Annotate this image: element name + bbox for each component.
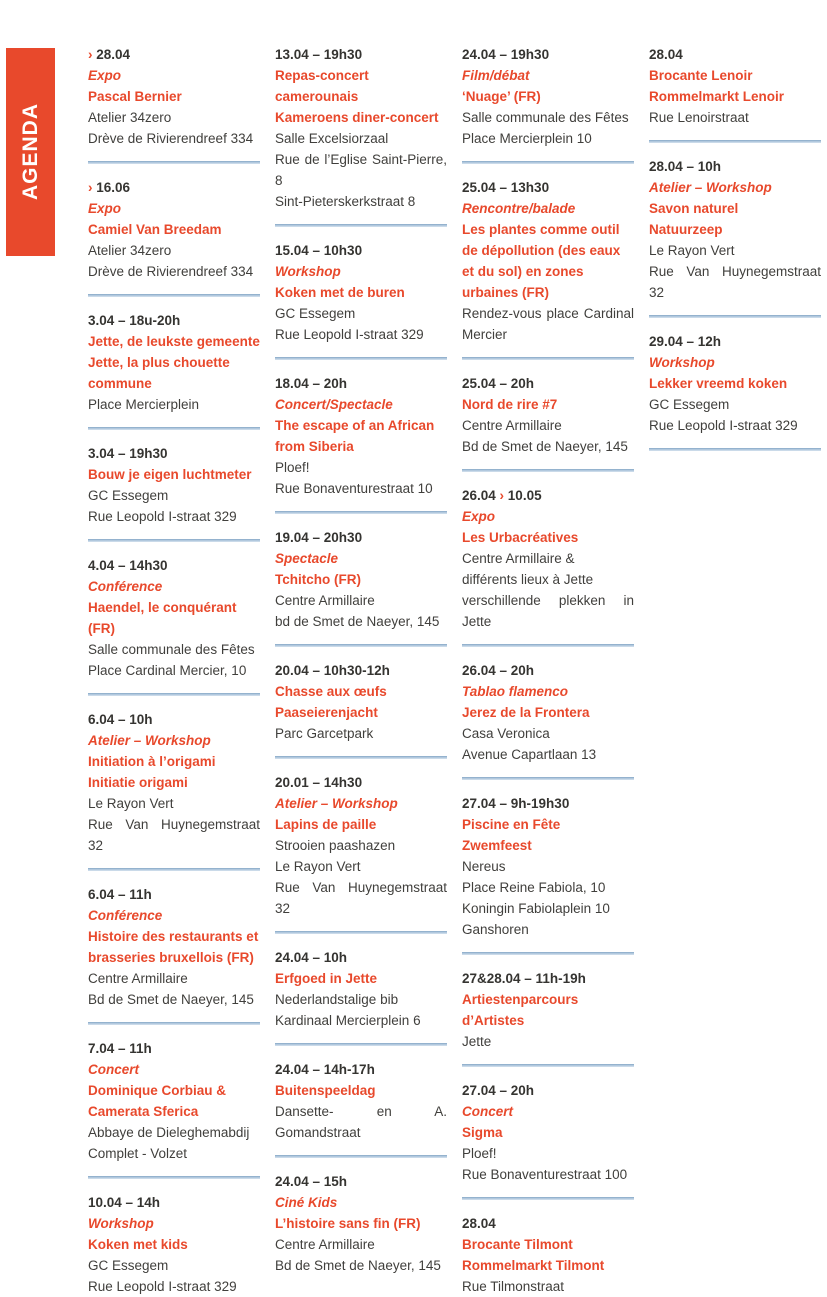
event-title: Les Urbacréatives	[462, 530, 579, 545]
event-date: 24.04 – 19h30	[462, 47, 550, 62]
event-detail: Nereus	[462, 859, 506, 874]
event-item	[462, 485, 634, 632]
event-item	[649, 44, 821, 128]
event-detail: Rue Van Huynegemstraat 32	[88, 817, 260, 853]
event-detail: GC Essegem	[88, 488, 169, 503]
event-title: Rommelmarkt Lenoir	[649, 89, 785, 104]
event-date: 20.01 – 14h30	[275, 775, 363, 790]
event-date: 26.04 › 10.05	[462, 488, 542, 503]
event-detail: Place Cardinal Mercier, 10	[88, 663, 247, 678]
event-title: Jette, de leukste gemeente	[88, 334, 260, 349]
event-detail: Salle communale des Fêtes	[88, 642, 255, 657]
event-divider	[275, 644, 447, 647]
event-item	[462, 44, 634, 149]
event-category: Tablao flamenco	[462, 684, 569, 699]
event-title: Bouw je eigen luchtmeter	[88, 467, 252, 482]
event-category: Atelier – Workshop	[88, 733, 211, 748]
event-detail: Le Rayon Vert	[275, 859, 361, 874]
event-date: 24.04 – 14h-17h	[275, 1062, 375, 1077]
event-title: Rommelmarkt Tilmont	[462, 1258, 605, 1273]
event-detail: Place Mercierplein 10	[462, 131, 592, 146]
event-detail: Place Reine Fabiola, 10	[462, 880, 606, 895]
event-title: Brocante Lenoir	[649, 68, 753, 83]
event-category: Atelier – Workshop	[275, 796, 398, 811]
event-item	[275, 373, 447, 499]
event-item	[462, 1080, 634, 1185]
event-detail: Le Rayon Vert	[88, 796, 174, 811]
event-item	[88, 177, 260, 282]
event-detail: Sint-Pieterskerkstraat 8	[275, 194, 416, 209]
event-title: L’histoire sans fin (FR)	[275, 1216, 421, 1231]
event-detail: Rue Tilmonstraat	[462, 1279, 565, 1294]
event-detail: Rue Leopold I-straat 329	[649, 418, 798, 433]
event-item	[462, 968, 634, 1052]
event-date: 27.04 – 9h-19h30	[462, 796, 570, 811]
event-detail: Le Rayon Vert	[649, 243, 735, 258]
event-detail: Complet - Volzet	[88, 1146, 188, 1161]
event-detail: Rue Bonaventurestraat 10	[275, 481, 433, 496]
event-date: 4.04 – 14h30	[88, 558, 168, 573]
event-detail: Salle Excelsiorzaal	[275, 131, 389, 146]
agenda-columns	[88, 44, 820, 1297]
event-date: 19.04 – 20h30	[275, 530, 363, 545]
event-item	[275, 240, 447, 345]
event-date: 7.04 – 11h	[88, 1041, 152, 1056]
event-divider	[649, 140, 821, 143]
event-category: Concert/Spectacle	[275, 397, 393, 412]
event-date: 24.04 – 10h	[275, 950, 348, 965]
event-title: Haendel, le conquérant (FR)	[88, 600, 237, 636]
event-date: 20.04 – 10h30-12h	[275, 663, 390, 678]
event-divider	[462, 952, 634, 955]
event-detail: Drève de Rivierendreef 334	[88, 264, 254, 279]
event-title: Les plantes comme outil de dépollution (des eaux et du sol) en zones urbaines (FR)	[462, 222, 621, 300]
event-category: Expo	[462, 509, 496, 524]
event-title: Kameroens diner-concert	[275, 110, 439, 125]
event-item	[462, 660, 634, 765]
event-item	[275, 44, 447, 212]
event-detail: Bd de Smet de Naeyer, 145	[275, 1258, 441, 1273]
event-category: Expo	[88, 68, 122, 83]
event-category: Atelier – Workshop	[649, 180, 772, 195]
event-title: Tchitcho (FR)	[275, 572, 361, 587]
event-date: 3.04 – 19h30	[88, 446, 168, 461]
event-detail: Nederlandstalige bib	[275, 992, 399, 1007]
event-date: 3.04 – 18u-20h	[88, 313, 181, 328]
event-detail: Rue de l’Eglise Saint-Pierre, 8	[275, 152, 447, 188]
event-category: Concert	[462, 1104, 514, 1119]
event-detail: Rue Leopold I-straat 329	[275, 327, 424, 342]
chevron-right-icon: ›	[499, 488, 505, 503]
event-title: Erfgoed in Jette	[275, 971, 378, 986]
event-title: Piscine en Fête	[462, 817, 561, 832]
event-divider	[88, 1022, 260, 1025]
event-item	[462, 373, 634, 457]
event-date: 25.04 – 20h	[462, 376, 535, 391]
event-divider	[462, 777, 634, 780]
event-title: Lekker vreemd koken	[649, 376, 788, 391]
event-detail: Jette	[462, 1034, 492, 1049]
event-item	[462, 793, 634, 940]
event-title: Natuurzeep	[649, 222, 723, 237]
event-item	[88, 1038, 260, 1164]
event-title: Camiel Van Breedam	[88, 222, 222, 237]
event-item	[275, 527, 447, 632]
event-date: 27&28.04 – 11h-19h	[462, 971, 586, 986]
event-detail: Atelier 34zero	[88, 243, 172, 258]
event-item	[462, 1213, 634, 1297]
event-divider	[462, 1197, 634, 1200]
event-item	[462, 177, 634, 345]
event-title: Sigma	[462, 1125, 503, 1140]
event-divider	[275, 1043, 447, 1046]
event-date: › 16.06	[88, 180, 131, 195]
event-category: Conférence	[88, 579, 163, 594]
event-title: Dominique Corbiau & Camerata Sferica	[88, 1083, 226, 1119]
event-detail: Rue Bonaventurestraat 100	[462, 1167, 628, 1182]
event-divider	[88, 868, 260, 871]
event-detail: Parc Garcetpark	[275, 726, 374, 741]
event-divider	[275, 224, 447, 227]
event-detail: Rue Van Huynegemstraat 32	[275, 880, 447, 916]
event-detail: Bd de Smet de Naeyer, 145	[462, 439, 628, 454]
event-divider	[649, 315, 821, 318]
event-title: Pascal Bernier	[88, 89, 182, 104]
event-detail: Bd de Smet de Naeyer, 145	[88, 992, 254, 1007]
event-title: Repas-concert camerounais	[275, 68, 369, 104]
event-date: 28.04	[462, 1216, 496, 1231]
event-detail: Koningin Fabiolaplein 10	[462, 901, 610, 916]
event-divider	[649, 448, 821, 451]
event-date: 18.04 – 20h	[275, 376, 348, 391]
event-divider	[275, 931, 447, 934]
event-divider	[88, 693, 260, 696]
event-item	[649, 331, 821, 436]
agenda-column-2	[275, 44, 447, 1276]
event-date: 13.04 – 19h30	[275, 47, 363, 62]
event-date: 6.04 – 11h	[88, 887, 152, 902]
event-category: Expo	[88, 201, 122, 216]
event-date: 28.04	[649, 47, 683, 62]
event-title: Koken met kids	[88, 1237, 188, 1252]
event-detail: Strooien paashazen	[275, 838, 396, 853]
event-category: Workshop	[649, 355, 715, 370]
event-category: Rencontre/balade	[462, 201, 576, 216]
event-title: The escape of an African from Siberia	[275, 418, 435, 454]
agenda-column-4	[649, 44, 821, 464]
event-item	[88, 443, 260, 527]
event-divider	[88, 1176, 260, 1179]
event-divider	[275, 1155, 447, 1158]
event-title: Paaseierenjacht	[275, 705, 378, 720]
event-detail: Ploef!	[462, 1146, 497, 1161]
event-detail: verschillende plekken in Jette	[462, 593, 634, 629]
event-item	[88, 884, 260, 1010]
event-detail: Rue Van Huynegemstraat 32	[649, 264, 821, 300]
event-title: Jette, la plus chouette commune	[88, 355, 230, 391]
event-item	[88, 310, 260, 415]
event-divider	[88, 161, 260, 164]
event-divider	[88, 539, 260, 542]
event-divider	[462, 357, 634, 360]
event-detail: Rendez-vous place Cardinal Mercier	[462, 306, 634, 342]
event-item	[88, 555, 260, 681]
event-detail: bd de Smet de Naeyer, 145	[275, 614, 440, 629]
agenda-banner-label: AGENDA	[18, 103, 42, 201]
chevron-right-icon: ›	[88, 180, 93, 195]
event-title: Histoire des restaurants et brasseries bruxellois (FR)	[88, 929, 259, 965]
event-item	[275, 772, 447, 919]
event-category: Film/débat	[462, 68, 530, 83]
event-title: Koken met de buren	[275, 285, 405, 300]
event-detail: Dansette- en A. Gomandstraat	[275, 1104, 447, 1140]
event-title: Initiatie origami	[88, 775, 188, 790]
event-title: Initiation à l’origami	[88, 754, 216, 769]
event-detail: Casa Veronica	[462, 726, 550, 741]
event-detail: Centre Armillaire	[88, 971, 188, 986]
chevron-right-icon: ›	[88, 47, 93, 62]
event-title: Nord de rire #7	[462, 397, 558, 412]
event-divider	[462, 161, 634, 164]
event-item	[88, 1192, 260, 1297]
event-detail: Atelier 34zero	[88, 110, 172, 125]
event-title: Zwemfeest	[462, 838, 532, 853]
event-date: 26.04 – 20h	[462, 663, 535, 678]
agenda-column-1	[88, 44, 260, 1297]
event-category: Workshop	[88, 1216, 154, 1231]
agenda-column-3	[462, 44, 634, 1297]
event-divider	[275, 756, 447, 759]
event-item	[649, 156, 821, 303]
event-title: Lapins de paille	[275, 817, 377, 832]
event-detail: Rue Leopold I-straat 329	[88, 509, 237, 524]
event-detail: Centre Armillaire	[462, 418, 562, 433]
event-date: 24.04 – 15h	[275, 1174, 348, 1189]
event-divider	[88, 427, 260, 430]
event-category: Spectacle	[275, 551, 339, 566]
event-detail: Rue Leopold I-straat 329	[88, 1279, 237, 1294]
event-category: Concert	[88, 1062, 140, 1077]
event-detail: Rue Lenoirstraat	[649, 110, 749, 125]
event-divider	[275, 357, 447, 360]
event-item	[275, 660, 447, 744]
event-item	[88, 709, 260, 856]
event-detail: Drève de Rivierendreef 334	[88, 131, 254, 146]
event-date: 29.04 – 12h	[649, 334, 722, 349]
event-detail: GC Essegem	[649, 397, 730, 412]
event-title: ‘Nuage’ (FR)	[462, 89, 541, 104]
event-detail: Salle communale des Fêtes	[462, 110, 629, 125]
event-date: 25.04 – 13h30	[462, 180, 550, 195]
event-detail: GC Essegem	[275, 306, 356, 321]
event-title: Brocante Tilmont	[462, 1237, 573, 1252]
event-item	[275, 1059, 447, 1143]
event-divider	[88, 294, 260, 297]
event-divider	[275, 511, 447, 514]
event-date: 15.04 – 10h30	[275, 243, 363, 258]
event-detail: différents lieux à Jette	[462, 572, 594, 587]
event-divider	[462, 644, 634, 647]
event-category: Conférence	[88, 908, 163, 923]
event-date: › 28.04	[88, 47, 131, 62]
event-title: Chasse aux œufs	[275, 684, 387, 699]
event-detail: Abbaye de Dieleghemabdij	[88, 1125, 250, 1140]
event-detail: GC Essegem	[88, 1258, 169, 1273]
event-title: Jerez de la Frontera	[462, 705, 590, 720]
event-detail: Kardinaal Mercierplein 6	[275, 1013, 421, 1028]
event-item	[88, 44, 260, 149]
event-detail: Avenue Capartlaan 13	[462, 747, 597, 762]
event-title: Buitenspeeldag	[275, 1083, 376, 1098]
event-date: 10.04 – 14h	[88, 1195, 161, 1210]
event-detail: Centre Armillaire &	[462, 551, 575, 566]
event-detail: Centre Armillaire	[275, 1237, 375, 1252]
event-divider	[462, 1064, 634, 1067]
event-date: 6.04 – 10h	[88, 712, 153, 727]
agenda-banner	[6, 48, 55, 256]
event-category: Workshop	[275, 264, 341, 279]
event-divider	[462, 469, 634, 472]
event-detail: Place Mercierplein	[88, 397, 200, 412]
event-date: 28.04 – 10h	[649, 159, 722, 174]
event-item	[275, 1171, 447, 1276]
event-detail: Ploef!	[275, 460, 310, 475]
event-title: Artiestenparcours d’Artistes	[462, 992, 579, 1028]
event-detail: Ganshoren	[462, 922, 529, 937]
event-category: Ciné Kids	[275, 1195, 338, 1210]
event-item	[275, 947, 447, 1031]
event-date: 27.04 – 20h	[462, 1083, 535, 1098]
event-title: Savon naturel	[649, 201, 739, 216]
event-detail: Centre Armillaire	[275, 593, 375, 608]
